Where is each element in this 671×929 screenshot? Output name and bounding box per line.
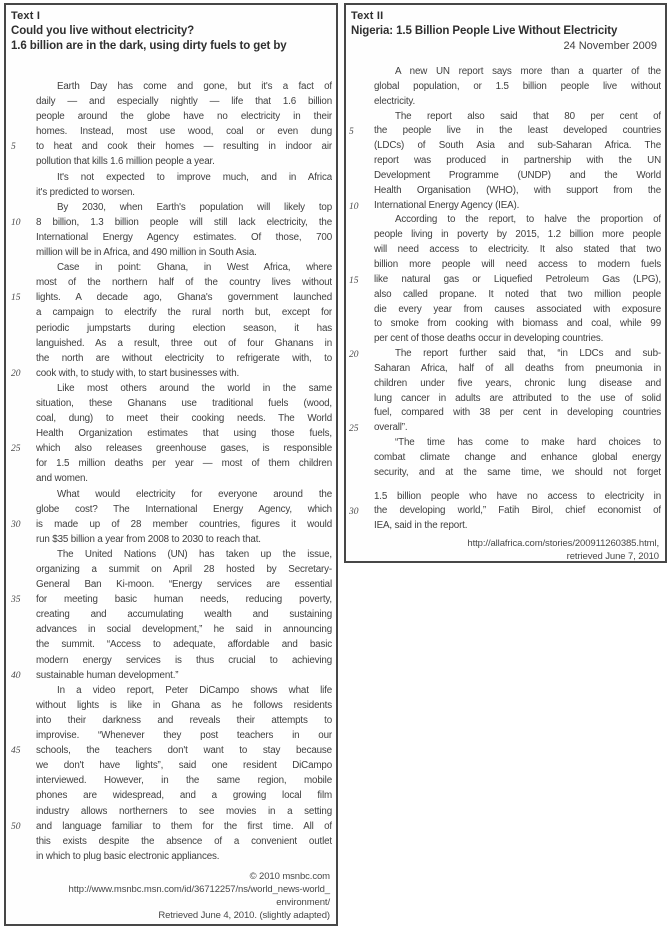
line-text: modern energy services is thus crucial to achieving: [36, 654, 332, 666]
text-1-label: Text I: [11, 10, 41, 22]
line-text: languished. As a result, three out of four Ghanans in: [36, 337, 332, 349]
text-line: [6, 456, 336, 471]
line-text: million will be in Africa, and 490 million in South Asia.: [36, 247, 257, 259]
text-line: [346, 184, 665, 199]
line-text: International Energy Agency estimates. Of those, 700: [36, 231, 332, 243]
text-line: [6, 653, 336, 668]
text-line: [6, 336, 336, 351]
text-line: [6, 607, 336, 622]
text-line: [346, 124, 665, 139]
line-number: 10: [11, 217, 21, 228]
line-number: 25: [349, 424, 359, 435]
text-1-title-line-2: 1.6 billion are in the dark, using dirty fuels to get by: [11, 40, 287, 52]
text-line: [6, 819, 336, 834]
text-line: [6, 275, 336, 290]
text-line: [6, 351, 336, 366]
line-text: to smoke from cooking with biomass and coal, while 99: [374, 318, 661, 330]
line-text: industry allows northerners to see movies in a setting: [36, 805, 332, 817]
text-2-source: [346, 538, 665, 563]
line-text: daily — and especially nightly — life that 1.6 billion: [36, 96, 332, 108]
line-number: 35: [11, 595, 21, 606]
line-number: 5: [11, 142, 16, 153]
text-line: [6, 728, 336, 743]
text-line: [346, 139, 665, 154]
line-text: electricity.: [374, 95, 416, 107]
line-text: IEA, said in the report.: [374, 520, 468, 532]
text-line: [6, 668, 336, 683]
text-1-title-line-1: Could you live without electricity?: [11, 25, 195, 37]
text-1-body: [6, 79, 336, 864]
text-line: [346, 169, 665, 184]
line-text: “The time has come to make hard choices to: [395, 437, 661, 449]
line-text: situation, these Ghanans use traditional fuels (wood,: [36, 397, 332, 409]
text-2-date: 24 November 2009: [563, 40, 657, 52]
text-line: [6, 109, 336, 124]
line-text: report was produced in partnership with the UN: [374, 155, 661, 167]
line-text: interviewed. However, in the same region, mobile: [36, 775, 332, 787]
line-text: Saharan Africa, half of all deaths from pneumonia in: [374, 362, 661, 374]
text-line: [346, 258, 665, 273]
line-text: International Energy Agency (IEA).: [374, 199, 520, 211]
line-number: 30: [11, 519, 21, 530]
text-line: [6, 154, 336, 169]
source-credit-line: environment/: [276, 896, 330, 908]
text-line: [6, 471, 336, 486]
line-text: for 1.5 million deaths per year — most of them children: [36, 458, 332, 470]
line-text: schools, the teachers don't want to stay because: [36, 745, 332, 757]
text-line: [346, 228, 665, 243]
line-text: people living in poverty by 2015, 1.2 billion more people: [374, 229, 661, 241]
line-text: phones are widespread, and a growing local film: [36, 790, 332, 802]
line-text: organizing a summit on April 28 hosted by Secretary-: [36, 564, 332, 575]
text-line: [6, 517, 336, 532]
line-text: periodic jumpstarts during election season, it has: [36, 322, 332, 334]
line-number: 25: [11, 444, 21, 455]
text-line: [346, 362, 665, 377]
text-line: [6, 849, 336, 864]
line-text: sustainable human development.”: [36, 669, 179, 681]
source-credit-line: http://allafrica.com/stories/200911260385.html,: [467, 538, 659, 550]
line-text: per cent of those deaths occur in developing countries.: [374, 333, 604, 345]
text-line: [6, 622, 336, 637]
line-text: coal, dung) to meet their cooking needs. The World: [36, 413, 332, 425]
line-text: overall”.: [374, 422, 408, 434]
text-line: [6, 124, 336, 139]
text-line: [6, 411, 336, 426]
line-text: the summit. “Access to adequate, affordable and basic: [36, 639, 332, 651]
text-line: [346, 490, 665, 505]
line-text: globe cost? The International Energy Agency, which: [36, 503, 332, 515]
line-text: and language familiar to them for the first time. All of: [36, 820, 332, 832]
line-text: cook with, to study with, to start businesses with.: [36, 367, 240, 379]
source-credit-line: © 2010 msnbc.com: [249, 870, 330, 882]
text-line: [6, 200, 336, 215]
line-text: lung cancer in adults are attributed to the use of solid: [374, 392, 661, 404]
line-number: 30: [349, 507, 359, 518]
line-text: will need access to electricity. It also stated that two: [374, 244, 661, 256]
line-text: The report further said that, “in LDCs and sub-: [395, 348, 661, 360]
line-text: combat climate change and enhance global energy: [374, 451, 661, 463]
line-text: By 2030, when Earth's population will likely top: [57, 201, 332, 213]
text-2-label: Text II: [351, 10, 384, 22]
text-line: [346, 466, 665, 481]
text-line: [6, 683, 336, 698]
text-line: [346, 213, 665, 228]
text-line: [6, 547, 336, 562]
text-line: [6, 804, 336, 819]
line-text: The report also said that 80 per cent of: [395, 110, 661, 122]
line-text: we don't have lights”, said one resident DiCampo: [36, 760, 332, 772]
line-text: Development Programme (UNDP) and the World: [374, 169, 661, 181]
text-line: [346, 332, 665, 347]
text-line: [6, 834, 336, 849]
line-text: also called propane. It noted that two million people: [374, 288, 661, 300]
source-credit-line: Retrieved June 4, 2010. (slightly adapted): [158, 909, 330, 921]
text-line: [6, 441, 336, 456]
text-line: [346, 65, 665, 80]
text-line: [6, 592, 336, 607]
text-line: [346, 273, 665, 288]
line-text: lights. A decade ago, Ghana's government launched: [36, 292, 332, 304]
source-credit-line: retrieved June 7, 2010: [566, 550, 659, 562]
text-2-body: [346, 65, 665, 534]
line-text: most of the northern half of the country lives without: [36, 277, 332, 289]
text-line: [6, 381, 336, 396]
text-line: [6, 577, 336, 592]
text-2-title: Nigeria: 1.5 Billion People Live Without Electricity: [351, 25, 618, 37]
line-text: run $35 billion a year from 2008 to 2030 to reach that.: [36, 533, 261, 545]
text-line: [6, 215, 336, 230]
text-line: [346, 110, 665, 125]
line-text: it's predicted to worsen.: [36, 186, 135, 198]
line-text: this exists despite the absence of a convenient outlet: [36, 835, 332, 847]
text-1-source: [6, 870, 336, 922]
line-text: (LDCs) of South Asia and sub-Saharan Africa. The: [374, 140, 661, 152]
line-text: security, and at the same time, we should not forget: [374, 466, 661, 478]
line-number: 20: [349, 350, 359, 361]
line-text: A new UN report says more than a quarter of the: [395, 66, 661, 77]
text-line: [6, 170, 336, 185]
text-line: [6, 698, 336, 713]
text-line: [6, 487, 336, 502]
line-text: billion more people will need access to modern fuels: [374, 258, 661, 270]
text-line: [6, 788, 336, 803]
line-text: to heat and cook their homes — resulting in indoor air: [36, 141, 332, 153]
line-number: 15: [11, 293, 21, 304]
line-number: 10: [349, 201, 359, 212]
line-text: die every year from causes associated with exposure: [374, 303, 661, 315]
text-line: [346, 199, 665, 214]
text-line: [346, 377, 665, 392]
line-text: Earth Day has come and gone, but it's a fact of: [57, 81, 332, 92]
text-line: [6, 245, 336, 260]
line-text: a campaign to electrify the rural north but, except for: [36, 307, 332, 319]
text-line: [6, 426, 336, 441]
text-line: [346, 317, 665, 332]
text-line: [6, 290, 336, 305]
line-text: 1.5 billion people who have no access to electricity in: [374, 490, 661, 502]
text-line: [346, 243, 665, 258]
line-text: the people live in the least developed countries: [374, 125, 661, 137]
line-text: homes. Instead, most use wood, coal or even dung: [36, 126, 332, 138]
line-text: in which to plug basic electronic appliances.: [36, 850, 220, 862]
text-line: [6, 260, 336, 275]
line-number: 45: [11, 746, 21, 757]
line-text: into their darkness and reveals their attempts to: [36, 714, 332, 726]
line-number: 20: [11, 368, 21, 379]
line-number: 50: [11, 821, 21, 832]
text-line: [6, 773, 336, 788]
text-line: [346, 451, 665, 466]
text-line: [346, 421, 665, 436]
text-line: [6, 713, 336, 728]
text-2-panel: [344, 3, 667, 563]
text-line: [346, 436, 665, 451]
text-line: [346, 347, 665, 362]
line-text: creating and accumulating wealth and sustaining: [36, 609, 332, 621]
line-text: What would electricity for everyone around the: [57, 488, 332, 500]
line-text: advances in social development,” he said in announcing: [36, 624, 332, 636]
line-text: fuel, compared with 38 per cent in developing countries: [374, 407, 661, 419]
line-text: Health Organization estimates that using those fuels,: [36, 428, 332, 440]
text-line: [346, 406, 665, 421]
text-1-panel: [4, 3, 338, 926]
line-text: without lights is like in Ghana as he follows residents: [36, 699, 332, 711]
line-text: children under five years, chronic lung disease and: [374, 377, 661, 389]
text-line: [346, 154, 665, 169]
line-text: like natural gas or Liquefied Petroleum Gas (LPG),: [374, 273, 661, 285]
text-line: [346, 504, 665, 519]
text-line: [6, 502, 336, 517]
text-line: [6, 321, 336, 336]
line-text: the north are without electricity to refrigerate with, to: [36, 352, 332, 364]
text-line: [346, 303, 665, 318]
line-text: 8 billion, 1.3 billion people will still lack electricity, the: [36, 216, 332, 228]
line-text: for meeting basic human needs, reducing poverty,: [36, 594, 332, 606]
line-number: 15: [349, 275, 359, 286]
text-line: [346, 288, 665, 303]
text-line: [6, 562, 336, 577]
text-line: [6, 185, 336, 200]
line-text: people around the globe have no electricity in their: [36, 111, 332, 123]
text-line: [346, 95, 665, 110]
line-text: Case in point: Ghana, in West Africa, where: [57, 262, 332, 274]
line-text: General Ban Ki-moon. “Energy services are essential: [36, 579, 332, 591]
line-text: improvise. “Whenever they post teachers in our: [36, 730, 332, 742]
line-text: which also releases greenhouse gases, is responsible: [36, 443, 332, 455]
text-line: [346, 519, 665, 534]
source-credit-line: http://www.msnbc.msn.com/id/36712257/ns/world_news-world_: [68, 883, 330, 895]
line-text: global population, or 1.5 billion people live without: [374, 80, 661, 92]
text-line: [6, 79, 336, 94]
text-line: [6, 758, 336, 773]
line-text: pollution that kills 1.6 million people a year.: [36, 156, 215, 168]
text-line: [6, 305, 336, 320]
text-line: [6, 532, 336, 547]
line-text: It's not expected to improve much, and in Africa: [57, 171, 332, 183]
line-text: and women.: [36, 473, 88, 485]
text-line: [6, 139, 336, 154]
line-text: Health Organisation (WHO), with support from the: [374, 184, 661, 196]
text-line: [6, 743, 336, 758]
line-text: In a video report, Peter DiCampo shows what life: [57, 684, 332, 696]
line-text: According to the report, to halve the proportion of: [395, 214, 661, 226]
line-number: 40: [11, 670, 21, 681]
text-line: [6, 637, 336, 652]
text-line: [346, 80, 665, 95]
text-line: [6, 366, 336, 381]
text-line: [6, 396, 336, 411]
line-text: Like most others around the world in the same: [57, 382, 332, 394]
line-text: The United Nations (UN) has taken up the issue,: [57, 548, 332, 560]
text-line: [6, 230, 336, 245]
text-line: [346, 392, 665, 407]
line-text: the developing world,” Fatih Birol, chief economist of: [374, 505, 661, 517]
line-text: is made up of 28 member countries, figures it would: [36, 518, 332, 530]
line-number: 5: [349, 127, 354, 138]
text-line: [6, 94, 336, 109]
